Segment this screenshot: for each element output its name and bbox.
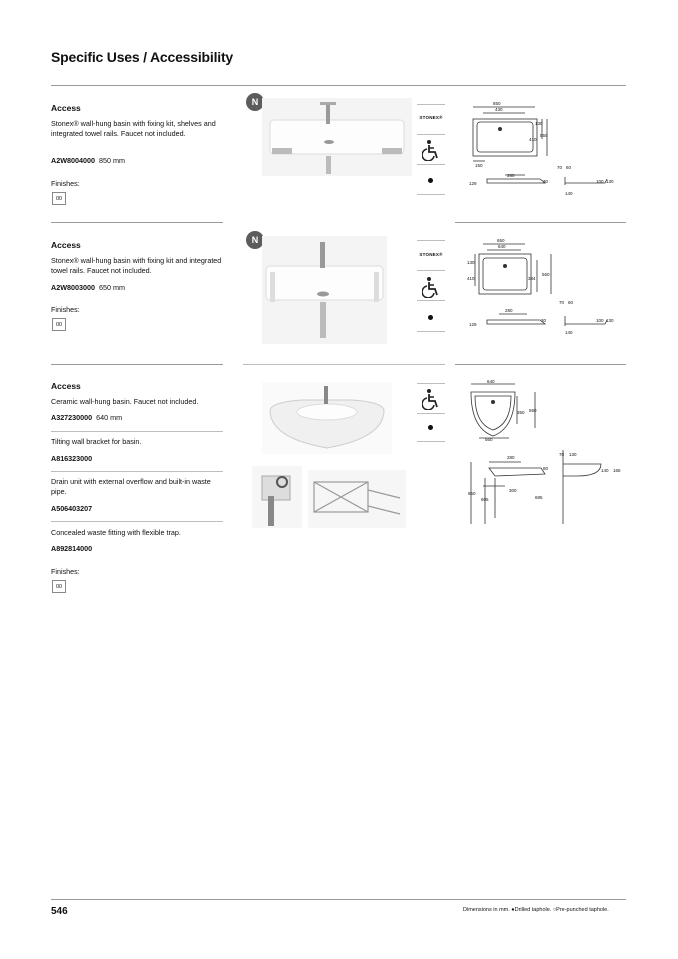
title-divider	[51, 85, 626, 86]
section-divider	[51, 364, 223, 365]
icon-divider	[417, 300, 445, 301]
finish-swatch[interactable]: 00	[52, 580, 66, 593]
wheelchair-icon	[422, 388, 440, 410]
dimension-label: 140	[565, 191, 573, 196]
wall-bracket-photo	[308, 470, 406, 528]
dimension-label: 605	[481, 497, 489, 502]
product-description: Stonex® wall-hung basin with fixing kit, shelves and integrated towel rails. Faucet not included.	[51, 119, 216, 138]
icon-divider	[417, 240, 445, 241]
dimension-label: 70	[559, 452, 565, 457]
page-number: 546	[51, 906, 68, 917]
wheelchair-icon	[422, 276, 440, 298]
dimension-label: 410	[467, 276, 475, 281]
accessory-divider	[51, 431, 223, 432]
icon-divider	[417, 441, 445, 442]
product-heading: Access	[51, 381, 81, 391]
technical-drawing	[465, 236, 615, 340]
dimension-label: 384	[528, 276, 536, 281]
product-size: 640 mm	[96, 413, 123, 422]
accessory-code: A506403207	[51, 504, 93, 513]
dimension-label: 350	[517, 410, 525, 415]
section-divider	[243, 364, 445, 365]
dimension-label: 280	[507, 455, 515, 460]
finish-swatch[interactable]: 00	[52, 192, 66, 205]
accessory-divider	[51, 521, 223, 522]
product-code: A2W8004000	[51, 156, 95, 165]
basin-photo	[262, 236, 387, 344]
footnote-dimensions: Dimensions in mm.	[463, 907, 512, 913]
drilled-taphole-icon	[428, 315, 433, 320]
accessory-code: A816323000	[51, 454, 93, 463]
footnote-drilled: Drilled taphole.	[514, 907, 553, 913]
dimension-label: 140	[601, 468, 609, 473]
drilled-taphole-icon	[428, 425, 433, 430]
dimension-label: 550	[529, 408, 537, 413]
section-divider	[455, 222, 626, 223]
dimension-label: 130	[606, 179, 614, 184]
icon-divider	[417, 331, 445, 332]
dimension-label: 280	[505, 308, 513, 313]
dimension-label: 550	[540, 133, 548, 138]
dimension-label: 560	[485, 437, 493, 442]
finishes-label: Finishes:	[51, 305, 80, 314]
section-divider	[455, 364, 626, 365]
dimension-label: 100	[596, 179, 604, 184]
dimension-label: 410	[529, 137, 537, 142]
technical-drawing	[465, 378, 625, 528]
icon-divider	[417, 164, 445, 165]
dimension-label: 80	[543, 466, 549, 471]
icon-divider	[417, 104, 445, 105]
product-heading: Access	[51, 240, 81, 250]
wheelchair-icon	[422, 139, 440, 161]
dimension-label: 130	[535, 121, 543, 126]
section-divider	[51, 222, 223, 223]
footnote-prepunched: Pre-punched taphole.	[556, 907, 609, 913]
dimension-label: 560	[542, 272, 550, 277]
pre-punched-taphole-icon: ○	[552, 907, 557, 913]
dimension-label: 30	[543, 179, 549, 184]
dimension-label: 280	[507, 173, 515, 178]
stonex-label: STONEX®	[419, 252, 443, 257]
footer-divider	[51, 899, 626, 900]
dimension-label: 100	[596, 318, 604, 323]
drain-unit-photo	[252, 466, 302, 528]
new-badge: N	[246, 93, 264, 111]
product-heading: Access	[51, 103, 81, 113]
new-badge: N	[246, 231, 264, 249]
basin-photo	[262, 382, 392, 454]
icon-divider	[417, 194, 445, 195]
product-code: A327230000	[51, 413, 93, 422]
product-code: A2W8003000	[51, 283, 95, 292]
dimension-label: 165	[613, 468, 621, 473]
dimension-label: 150	[475, 163, 483, 168]
dimension-label: 60	[566, 165, 572, 170]
product-code-line	[51, 283, 125, 292]
dimension-label: 130	[606, 318, 614, 323]
dimension-label: 130	[569, 452, 577, 457]
dimension-label: 70	[557, 165, 563, 170]
dimension-label: 60	[568, 300, 574, 305]
drilled-taphole-icon	[428, 178, 433, 183]
dimension-label: 850	[468, 491, 476, 496]
finishes-label: Finishes:	[51, 179, 80, 188]
product-size: 850 mm	[98, 156, 125, 165]
product-size: 650 mm	[98, 283, 125, 292]
product-code-line	[51, 413, 122, 422]
product-code-line	[51, 156, 125, 165]
icon-divider	[417, 413, 445, 414]
dimension-label: 640	[498, 244, 506, 249]
basin-photo	[262, 98, 412, 176]
dimension-label: 300	[509, 488, 517, 493]
finish-swatch[interactable]: 00	[52, 318, 66, 331]
page-title: Specific Uses / Accessibility	[51, 49, 233, 65]
icon-divider	[417, 134, 445, 135]
dimension-label: 650	[497, 238, 505, 243]
accessory-divider	[51, 471, 223, 472]
dimension-label: 850	[493, 101, 501, 106]
dimension-label: 685	[535, 495, 543, 500]
product-description: Ceramic wall-hung basin. Faucet not included.	[51, 397, 199, 406]
dimension-label: 70	[559, 300, 565, 305]
accessory-description: Tilting wall bracket for basin.	[51, 437, 142, 446]
dimension-label: 129	[469, 181, 477, 186]
dimension-label: 130	[467, 260, 475, 265]
drilled-taphole-icon: ●	[511, 907, 515, 913]
dimension-label: 140	[565, 330, 573, 335]
icon-divider	[417, 383, 445, 384]
dimension-label: 640	[487, 379, 495, 384]
icon-divider	[417, 270, 445, 271]
accessory-description: Drain unit with external overflow and built-in waste pipe.	[51, 477, 211, 496]
accessory-description: Concealed waste fitting with flexible trap.	[51, 528, 181, 537]
dimension-label: 129	[469, 322, 477, 327]
technical-drawing	[465, 99, 615, 199]
footnote	[463, 907, 609, 913]
stonex-label: STONEX®	[419, 115, 443, 120]
dimension-label: 30	[541, 318, 547, 323]
accessory-code: A892814000	[51, 544, 93, 553]
dimension-label: 430	[495, 107, 503, 112]
product-description: Stonex® wall-hung basin with fixing kit and integrated towel rails. Faucet not included.	[51, 256, 222, 275]
finishes-label: Finishes:	[51, 567, 80, 576]
